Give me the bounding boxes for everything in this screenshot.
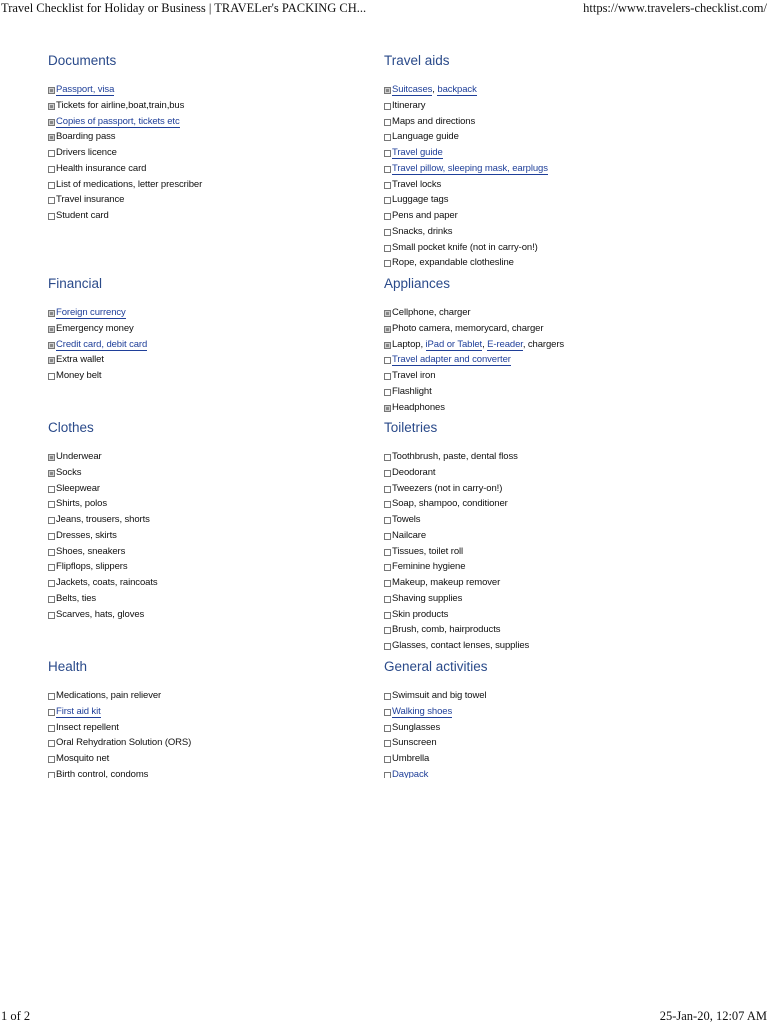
checkbox[interactable] <box>48 357 55 364</box>
item-label: Flashlight <box>392 385 432 397</box>
item-label: Health insurance card <box>56 162 147 174</box>
checkbox[interactable] <box>48 486 55 493</box>
section-title-travel-aids: Travel aids <box>384 53 450 68</box>
checklist-item <box>384 145 714 161</box>
checklist-item <box>48 688 378 704</box>
checkbox[interactable] <box>48 454 55 461</box>
item-label: Pens and paper <box>392 210 458 221</box>
item-link[interactable]: Travel guide <box>392 147 443 158</box>
checkbox[interactable] <box>384 643 391 650</box>
checkbox[interactable] <box>384 342 391 349</box>
checklist-item <box>48 449 378 465</box>
checklist-travel-aids <box>384 82 714 271</box>
checkbox[interactable] <box>384 580 391 587</box>
checklist-item <box>48 720 378 736</box>
checkbox[interactable] <box>48 580 55 587</box>
item-label: Umbrella <box>392 753 430 764</box>
item-label: Towels <box>392 514 421 525</box>
item-label: Cellphone, charger <box>392 307 471 318</box>
checkbox[interactable] <box>48 342 55 349</box>
checkbox[interactable] <box>384 103 391 110</box>
checklist-item <box>384 208 714 224</box>
checkbox[interactable] <box>384 596 391 603</box>
item-label: Boarding pass <box>56 131 116 143</box>
checklist-toiletries <box>384 449 714 654</box>
checkbox[interactable] <box>384 533 391 540</box>
page-number: 1 of 2 <box>1 1009 31 1023</box>
checkbox[interactable] <box>48 197 55 204</box>
item-label: Emergency money <box>56 322 134 334</box>
section-health <box>48 660 378 778</box>
item-label: Makeup, makeup remover <box>392 577 501 588</box>
checklist-item <box>384 496 714 512</box>
item-label: Maps and directions <box>392 115 476 127</box>
checkbox[interactable] <box>384 197 391 204</box>
item-label: Birth control, condoms <box>56 768 149 778</box>
checkbox[interactable] <box>48 119 55 126</box>
checkbox[interactable] <box>48 772 55 778</box>
checkbox[interactable] <box>384 405 391 412</box>
checkbox[interactable] <box>384 166 391 173</box>
checklist-item <box>384 465 714 481</box>
checkbox[interactable] <box>384 87 391 94</box>
checkbox[interactable] <box>48 549 55 556</box>
item-label: Jackets, coats, raincoats <box>56 577 158 588</box>
checklist-item <box>384 607 714 623</box>
item-label: Travel locks <box>392 178 442 190</box>
section-title-documents: Documents <box>48 53 117 68</box>
checklist-item <box>48 337 378 353</box>
print-page-url: https://www.travelers-checklist.com/ <box>583 1 767 15</box>
checkbox[interactable] <box>48 213 55 220</box>
checkbox[interactable] <box>48 596 55 603</box>
item-label: Skin products <box>392 608 449 620</box>
item-label: Mosquito net <box>56 753 110 764</box>
checkbox[interactable] <box>48 166 55 173</box>
checklist-documents <box>48 82 378 224</box>
checklist-item <box>384 638 714 654</box>
section-title-appliances: Appliances <box>384 276 451 291</box>
checkbox[interactable] <box>384 229 391 236</box>
item-label: Sleepwear <box>56 482 100 494</box>
checkbox[interactable] <box>48 326 55 333</box>
checklist-item <box>384 192 714 208</box>
checkbox[interactable] <box>384 612 391 619</box>
item-link[interactable]: Travel pillow, sleeping mask, earplugs <box>392 162 548 174</box>
checklist-item <box>48 321 378 337</box>
checklist-appliances <box>384 305 714 415</box>
item-label: Rope, expandable clothesline <box>392 257 514 269</box>
item-label: Tickets for airline,boat,train,bus <box>56 99 185 111</box>
section-appliances <box>384 277 714 415</box>
checklist-item <box>384 352 714 368</box>
checkbox[interactable] <box>384 182 391 189</box>
item-label: Sunscreen <box>392 737 437 749</box>
item-label: Glasses, contact lenses, supplies <box>392 640 530 651</box>
checkbox[interactable] <box>48 533 55 540</box>
item-link[interactable]: First aid kit <box>56 705 101 717</box>
checkbox[interactable] <box>48 87 55 94</box>
checkbox[interactable] <box>384 725 391 732</box>
item-link[interactable]: Suitcases <box>392 84 433 95</box>
checklist-item <box>48 114 378 130</box>
item-label: Extra wallet <box>56 354 104 366</box>
checklist-item <box>384 129 714 145</box>
checklist-item <box>48 177 378 193</box>
checkbox[interactable] <box>384 213 391 220</box>
checklist-item <box>48 368 378 384</box>
checklist-item <box>384 305 714 321</box>
checklist-item <box>384 720 714 736</box>
checkbox[interactable] <box>48 693 55 700</box>
checkbox[interactable] <box>48 373 55 380</box>
item-link[interactable]: iPad or Tablet <box>425 338 483 350</box>
item-label: Money belt <box>56 370 102 381</box>
checkbox[interactable] <box>48 756 55 763</box>
checklist-item <box>48 767 378 778</box>
item-link[interactable]: Travel adapter and converter <box>392 354 511 366</box>
checkbox[interactable] <box>48 709 55 716</box>
checklist-item <box>48 481 378 497</box>
item-label: Student card <box>56 210 109 221</box>
item-label: Belts, ties <box>56 592 97 604</box>
checkbox[interactable] <box>384 150 391 157</box>
checklist-item <box>384 224 714 240</box>
checklist-item <box>384 400 714 416</box>
checklist-item <box>48 512 378 528</box>
checklist-general-activities <box>384 688 714 778</box>
checklist-item <box>48 98 378 114</box>
checklist-item <box>48 591 378 607</box>
item-label: Travel insurance <box>56 194 125 206</box>
checklist-item <box>384 751 714 767</box>
item-label: Small pocket knife (not in carry-on!) <box>392 241 538 253</box>
checklist-item <box>384 512 714 528</box>
item-label: Flipflops, slippers <box>56 561 128 573</box>
checklist-item <box>48 161 378 177</box>
item-label: Shoes, sneakers <box>56 545 126 557</box>
checkbox[interactable] <box>384 549 391 556</box>
item-label: List of medications, letter prescriber <box>56 178 203 190</box>
checklist-item <box>384 337 714 353</box>
checkbox[interactable] <box>48 150 55 157</box>
item-label: , <box>432 84 438 95</box>
item-label: Feminine hygiene <box>392 561 466 573</box>
checklist-item <box>384 161 714 177</box>
checklist-item <box>384 384 714 400</box>
checklist-item <box>384 177 714 193</box>
checkbox[interactable] <box>384 756 391 763</box>
checklist-item <box>384 321 714 337</box>
checklist-item <box>384 735 714 751</box>
checkbox[interactable] <box>384 373 391 380</box>
item-link[interactable]: backpack <box>437 84 477 95</box>
print-datetime: 25-Jan-20, 12:07 AM <box>659 1009 767 1023</box>
checkbox[interactable] <box>48 740 55 747</box>
item-link[interactable]: Walking shoes <box>392 705 453 717</box>
section-clothes <box>48 421 378 622</box>
item-label: Swimsuit and big towel <box>392 690 487 701</box>
checklist-item <box>48 82 378 98</box>
section-toiletries <box>384 421 714 654</box>
checkbox[interactable] <box>384 627 391 634</box>
item-label: Tissues, toilet roll <box>392 545 464 557</box>
checklist-item <box>48 305 378 321</box>
checklist-item <box>48 528 378 544</box>
checkbox[interactable] <box>48 310 55 317</box>
item-link[interactable]: Copies of passport, tickets etc <box>56 115 180 127</box>
item-label: Sunglasses <box>392 721 441 733</box>
section-general-activities <box>384 660 714 778</box>
item-label: Photo camera, memorycard, charger <box>392 322 544 334</box>
checklist-item <box>48 129 378 145</box>
checklist-item <box>384 82 714 98</box>
checklist-item <box>48 145 378 161</box>
item-label: Underwear <box>56 451 102 462</box>
checklist-item <box>384 240 714 256</box>
checklist-item <box>384 622 714 638</box>
checklist-item <box>384 98 714 114</box>
checklist-item <box>384 114 714 130</box>
checkbox[interactable] <box>48 134 55 141</box>
item-link[interactable]: E-reader <box>487 338 523 350</box>
item-label: Headphones <box>392 401 445 413</box>
checkbox[interactable] <box>48 103 55 110</box>
checklist-item <box>384 544 714 560</box>
item-label: Deodorant <box>392 466 436 478</box>
checklist-item <box>48 704 378 720</box>
print-page-title: Travel Checklist for Holiday or Business | TRAVELer's PACKING CH... <box>1 1 367 15</box>
item-label: Travel iron <box>392 370 436 381</box>
item-label: Itinerary <box>392 99 426 111</box>
checklist-item <box>48 352 378 368</box>
item-label: Jeans, trousers, shorts <box>56 514 150 525</box>
checklist-item <box>48 575 378 591</box>
item-label: Laptop, <box>392 338 426 350</box>
item-label: Shaving supplies <box>392 592 463 604</box>
item-link[interactable]: Credit card, debit card <box>56 338 148 350</box>
item-label: Brush, comb, hairproducts <box>392 624 501 636</box>
checklist-item <box>384 255 714 271</box>
item-label: Medications, pain reliever <box>56 690 162 701</box>
section-travel-aids <box>384 54 714 271</box>
checkbox[interactable] <box>384 517 391 524</box>
checklist-item <box>48 735 378 751</box>
section-title-general-activities: General activities <box>384 659 488 674</box>
checklist-item <box>384 368 714 384</box>
checklist-item <box>384 688 714 704</box>
checkbox[interactable] <box>384 709 391 716</box>
checkbox[interactable] <box>48 501 55 508</box>
checklist-item <box>384 559 714 575</box>
item-label: Language guide <box>392 131 459 143</box>
checklist-item <box>48 607 378 623</box>
section-title-clothes: Clothes <box>48 420 94 435</box>
item-link[interactable]: Passport, visa <box>56 84 115 95</box>
checkbox[interactable] <box>384 772 391 778</box>
checkbox[interactable] <box>384 454 391 461</box>
item-label: Snacks, drinks <box>392 225 453 237</box>
section-title-toiletries: Toiletries <box>384 420 438 435</box>
item-link[interactable]: Foreign currency <box>56 307 126 318</box>
checkbox[interactable] <box>48 517 55 524</box>
checkbox[interactable] <box>48 564 55 571</box>
checkbox[interactable] <box>384 389 391 396</box>
checkbox[interactable] <box>384 501 391 508</box>
checkbox[interactable] <box>384 119 391 126</box>
item-label: Oral Rehydration Solution (ORS) <box>56 737 192 749</box>
checklist-item <box>384 591 714 607</box>
checkbox[interactable] <box>48 182 55 189</box>
checklist-item <box>48 465 378 481</box>
checklist-item <box>48 208 378 224</box>
checkbox[interactable] <box>384 470 391 477</box>
item-label: Insect repellent <box>56 721 119 733</box>
item-label: Scarves, hats, gloves <box>56 608 145 620</box>
checklist-financial <box>48 305 378 384</box>
section-title-financial: Financial <box>48 276 103 291</box>
checkbox[interactable] <box>384 245 391 252</box>
checklist-item <box>48 544 378 560</box>
checkbox[interactable] <box>384 693 391 700</box>
checklist-health <box>48 688 378 778</box>
item-link[interactable]: Daypack <box>392 769 428 778</box>
item-label: Nailcare <box>392 529 427 541</box>
checklist-item <box>384 528 714 544</box>
section-financial <box>48 277 378 384</box>
item-label: , chargers <box>522 338 565 350</box>
checklist-item <box>384 481 714 497</box>
print-footer <box>0 1009 768 1024</box>
checkbox[interactable] <box>384 310 391 317</box>
checklist-clothes <box>48 449 378 622</box>
item-label: , <box>482 338 488 350</box>
item-label: Toothbrush, paste, dental floss <box>392 451 518 462</box>
item-label: Soap, shampoo, conditioner <box>392 498 508 510</box>
item-label: Tweezers (not in carry-on!) <box>392 482 503 494</box>
checklist-item <box>48 496 378 512</box>
checklist-item <box>384 704 714 720</box>
section-title-health: Health <box>48 659 88 674</box>
checklist-item <box>384 449 714 465</box>
item-label: Shirts, polos <box>56 498 107 510</box>
checkbox[interactable] <box>384 326 391 333</box>
checklist-item <box>384 767 714 778</box>
section-documents <box>48 54 378 224</box>
checkbox[interactable] <box>48 725 55 732</box>
checkbox[interactable] <box>384 357 391 364</box>
checkbox[interactable] <box>48 612 55 619</box>
checklist-item <box>384 575 714 591</box>
item-label: Drivers licence <box>56 147 117 158</box>
checkbox[interactable] <box>384 134 391 141</box>
checklist-item <box>48 559 378 575</box>
checkbox[interactable] <box>384 564 391 571</box>
item-label: Dresses, skirts <box>56 529 117 541</box>
checkbox[interactable] <box>384 740 391 747</box>
item-label: Socks <box>56 466 82 478</box>
checkbox[interactable] <box>48 470 55 477</box>
checklist-item <box>48 192 378 208</box>
item-label: Luggage tags <box>392 194 449 206</box>
checkbox[interactable] <box>384 486 391 493</box>
checklist-item <box>48 751 378 767</box>
checkbox[interactable] <box>384 260 391 267</box>
